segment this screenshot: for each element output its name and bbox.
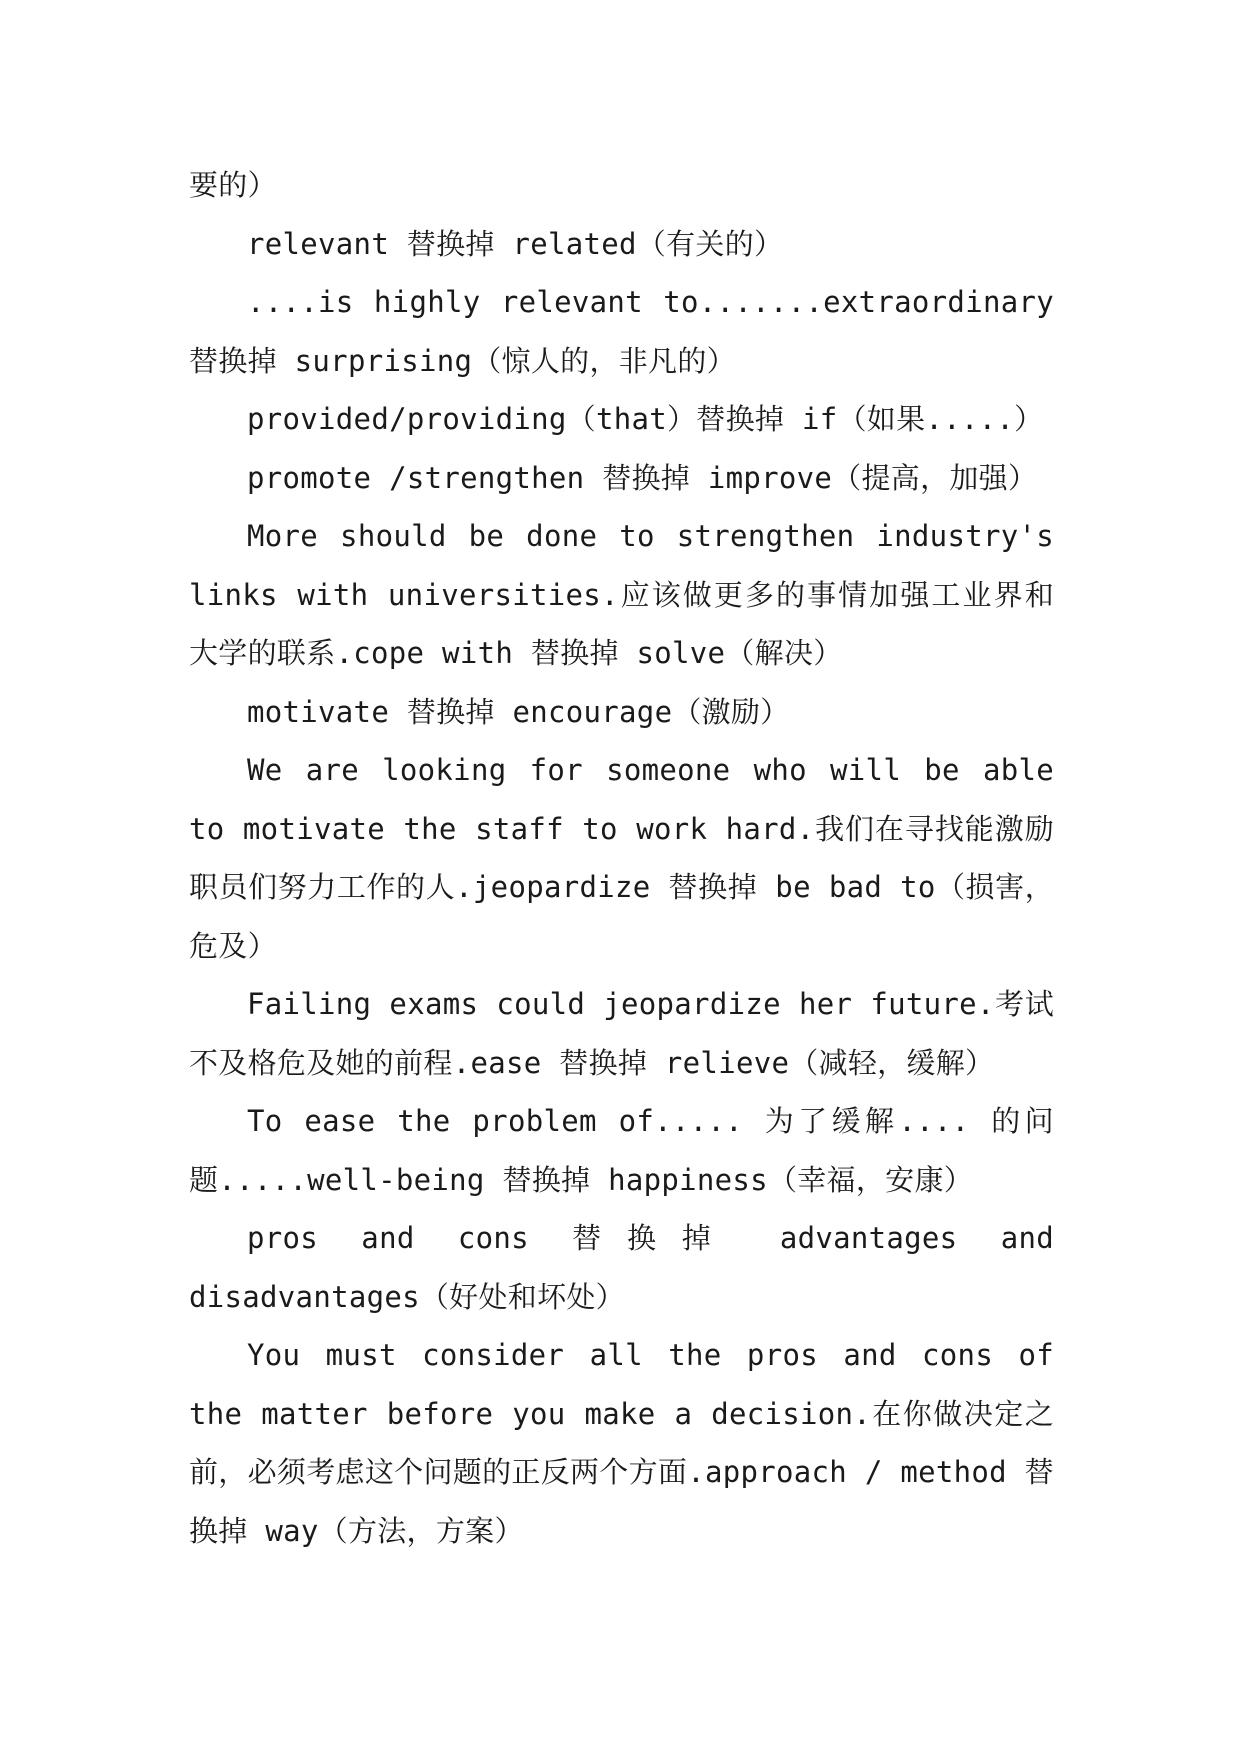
paragraph-pros-cons: pros and cons 替换掉 advantages and disadvantages（好处和坏处） [189,1221,1054,1314]
paragraph-provided: provided/providing（that）替换掉 if（如果.....） [247,402,1044,436]
paragraph-motivate: motivate 替换掉 encourage（激励） [247,694,790,729]
paragraph-motivate-example: We are looking for someone who will be able to motivate the staff to work hard.我们在寻找能激励职员们努力工作的人.jeopardize 替换掉 be bad to（损害，危及） [189,753,1054,963]
paragraph-ease-example: To ease the problem of..... 为了缓解.... 的问题.....well-being 替换掉 happiness（幸福，安康） [189,1104,1054,1197]
paragraph-continuation: 要的） [189,168,277,202]
paragraph-pros-cons-example: You must consider all the pros and cons of the matter before you make a decision.在你做决定之前，必须考虑这个问题的正反两个方面.approach / method 替换掉 way（方法，方案） [189,1338,1054,1548]
paragraph-strengthen-example: More should be done to strengthen industry's links with universities.应该做更多的事情加强工业界和大学的联系.cope with 替换掉 solve（解决） [189,519,1054,670]
paragraph-extraordinary: ....is highly relevant to.......extraordinary 替换掉 surprising（惊人的，非凡的） [189,285,1054,378]
paragraph-promote: promote /strengthen 替换掉 improve（提高，加强） [247,460,1038,495]
paragraph-jeopardize-example: Failing exams could jeopardize her future.考试不及格危及她的前程.ease 替换掉 relieve（减轻，缓解） [189,987,1054,1080]
paragraph-relevant: relevant 替换掉 related（有关的） [247,226,784,261]
body-text [189,156,1054,1560]
